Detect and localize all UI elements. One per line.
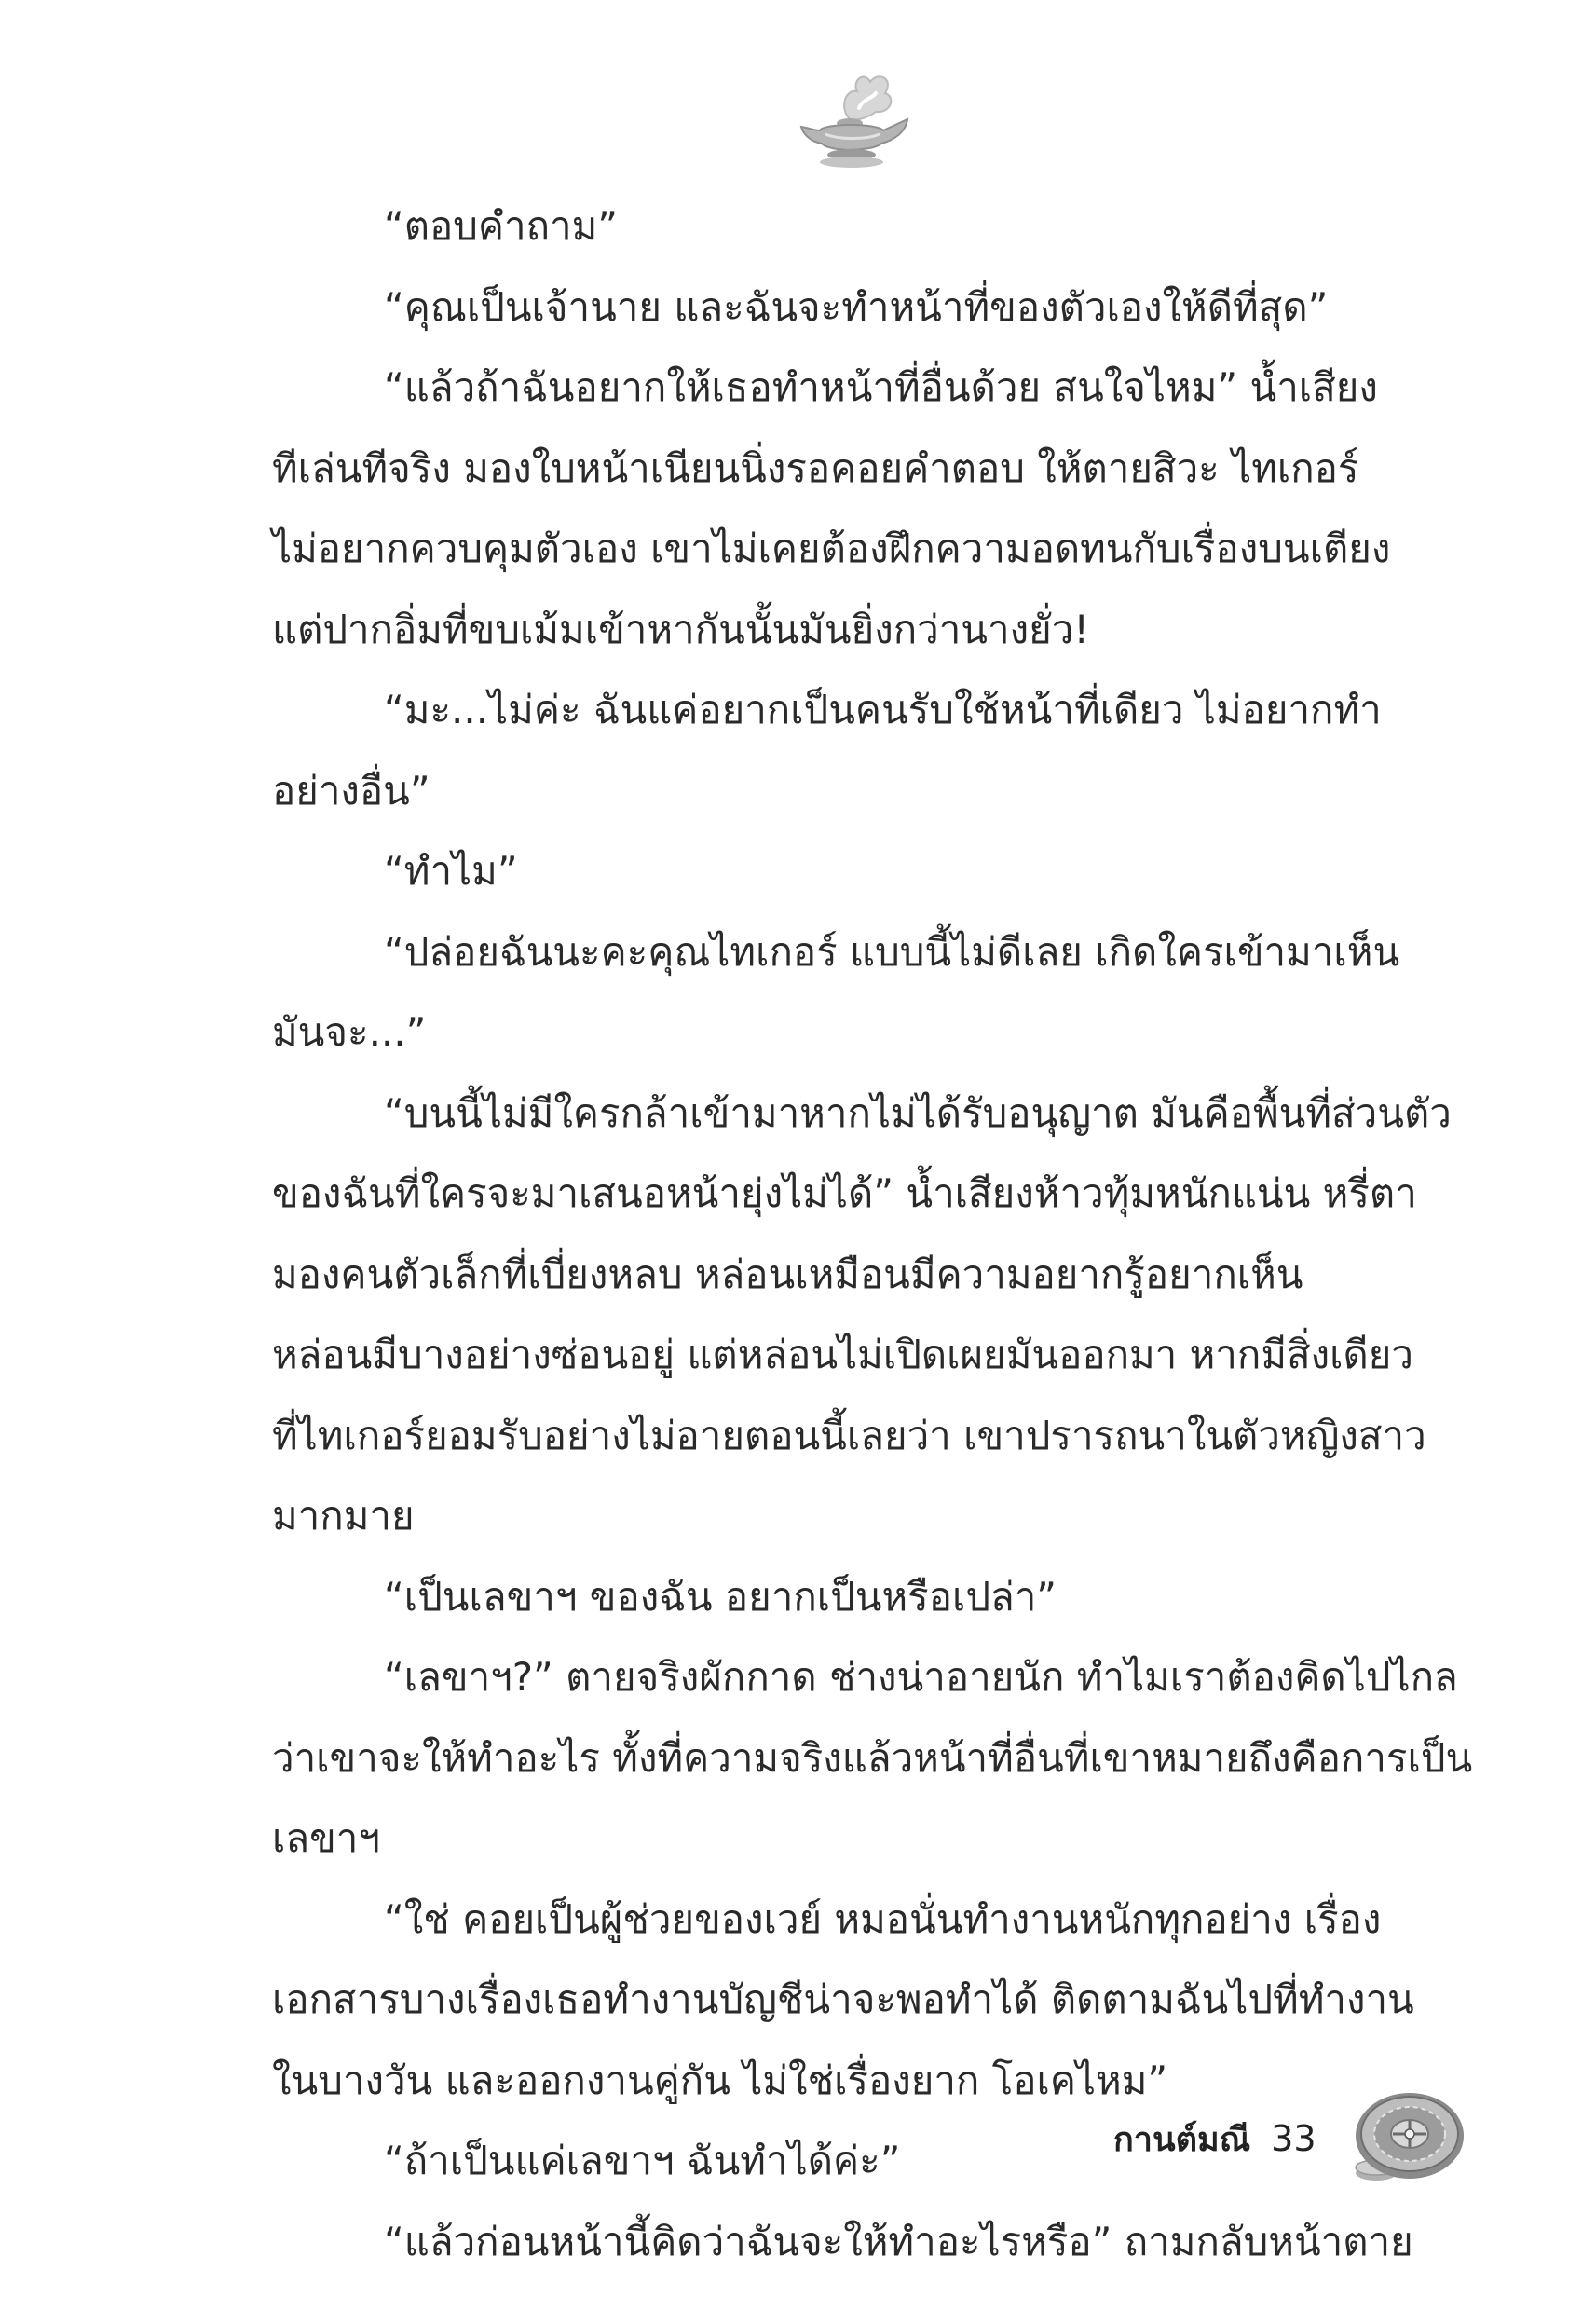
text-line: “ทำไม” (384, 848, 518, 894)
text-line: มันจะ...” (272, 1009, 427, 1055)
paragraph (272, 1880, 1427, 2122)
text-line: “มะ...ไม่ค่ะ ฉันแค่อยากเป็นคนรับใช้หน้าที่เดียว ไม่อยากทำ (384, 687, 1382, 732)
text-line: เลขาฯ (272, 1815, 380, 1861)
text-line: มองคนตัวเล็กที่เบี่ยงหลบ หล่อนเหมือนมีความอยากรู้อยากเห็น (272, 1251, 1303, 1297)
text-line: “บนนี้ไม่มีใครกล้าเข้ามาหากไม่ได้รับอนุญาต มันคือพื้นที่ส่วนตัว (384, 1089, 1452, 1136)
text-line: ในบางวัน และออกงานคู่กัน ไม่ใช่เรื่องยาก โอเคไหม” (272, 2057, 1168, 2103)
page-footer (1113, 2097, 1467, 2181)
text-line: “ปล่อยฉันนะคะคุณไทเกอร์ แบบนี้ไม่ดีเลย เกิดใครเข้ามาเห็น (384, 928, 1400, 975)
text-line: หล่อนมีบางอย่างซ่อนอยู่ แต่หล่อนไม่เปิดเผยมันออกมา หากมีสิ่งเดียว (272, 1332, 1413, 1377)
text-line: มากมาย (272, 1493, 415, 1538)
text-line: ทีเล่นทีจริง มองใบหน้าเนียนนิ่งรอคอยคำตอบ ให้ตายสิวะ ไทเกอร์ (272, 444, 1359, 491)
text-line: “แล้วถ้าฉันอยากให้เธอทำหน้าที่อื่นด้วย สนใจไหม” น้ำเสียง (384, 364, 1378, 410)
paragraph (272, 2202, 1427, 2283)
text-line: ที่ไทเกอร์ยอมรับอย่างไม่อายตอนนี้เลยว่า เขาปรารถนาในตัวหญิงสาว (272, 1412, 1426, 1458)
text-line: เอกสารบางเรื่องเธอทำงานบัญชีน่าจะพอทำได้ ติดตามฉันไปที่ทำงาน (272, 1976, 1414, 2022)
text-line: “เป็นเลขาฯ ของฉัน อยากเป็นหรือเปล่า” (384, 1573, 1057, 1620)
author-name: กานต์มณี (1113, 2120, 1251, 2159)
text-line: “ถ้าเป็นแค่เลขาฯ ฉันทำได้ค่ะ” (384, 2138, 901, 2183)
paragraph (272, 186, 1427, 267)
text-line: “แล้วก่อนหน้านี้คิดว่าฉันจะให้ทำอะไรหรือ” ถามกลับหน้าตาย (384, 2218, 1413, 2264)
paragraph (272, 831, 1427, 912)
roulette-wheel-icon (1337, 2087, 1467, 2190)
text-line: แต่ปากอิ่มที่ขบเม้มเข้าหากันนั้นมันยิ่งกว่านางยั่ว! (272, 606, 1090, 652)
page-number: 33 (1271, 2118, 1316, 2159)
story-text (272, 186, 1473, 2282)
paragraph (272, 348, 1427, 670)
paragraph (272, 912, 1427, 1073)
paragraph (272, 1073, 1452, 1557)
text-line: ไม่อยากควบคุมตัวเอง เขาไม่เคยต้องฝึกความอดทนกับเรื่องบนเตียง (272, 526, 1391, 571)
text-line: “คุณเป็นเจ้านาย และฉันจะทำหน้าที่ของตัวเองให้ดีที่สุด” (384, 283, 1329, 330)
text-line: อย่างอื่น” (272, 767, 430, 814)
genie-lamp-icon (792, 65, 913, 177)
paragraph (272, 1557, 1427, 1638)
text-line: “ใช่ คอยเป็นผู้ช่วยของเวย์ หมอนั่นทำงานหนักทุกอย่าง เรื่อง (384, 1895, 1382, 1942)
text-line: “เลขาฯ?” ตายจริงผักกาด ช่างน่าอายนัก ทำไมเราต้องคิดไปไกล (384, 1654, 1458, 1700)
paragraph (272, 267, 1427, 349)
text-line: ว่าเขาจะให้ทำอะไร ทั้งที่ความจริงแล้วหน้าที่อื่นที่เขาหมายถึงคือการเป็น (272, 1734, 1473, 1781)
paragraph (272, 1637, 1473, 1880)
paragraph (272, 670, 1427, 831)
text-line: “ตอบคำถาม” (384, 203, 619, 249)
text-line: ของฉันที่ใครจะมาเสนอหน้ายุ่งไม่ได้” น้ำเสียงห้าวทุ้มหนักแน่น หรี่ตา (272, 1170, 1417, 1216)
